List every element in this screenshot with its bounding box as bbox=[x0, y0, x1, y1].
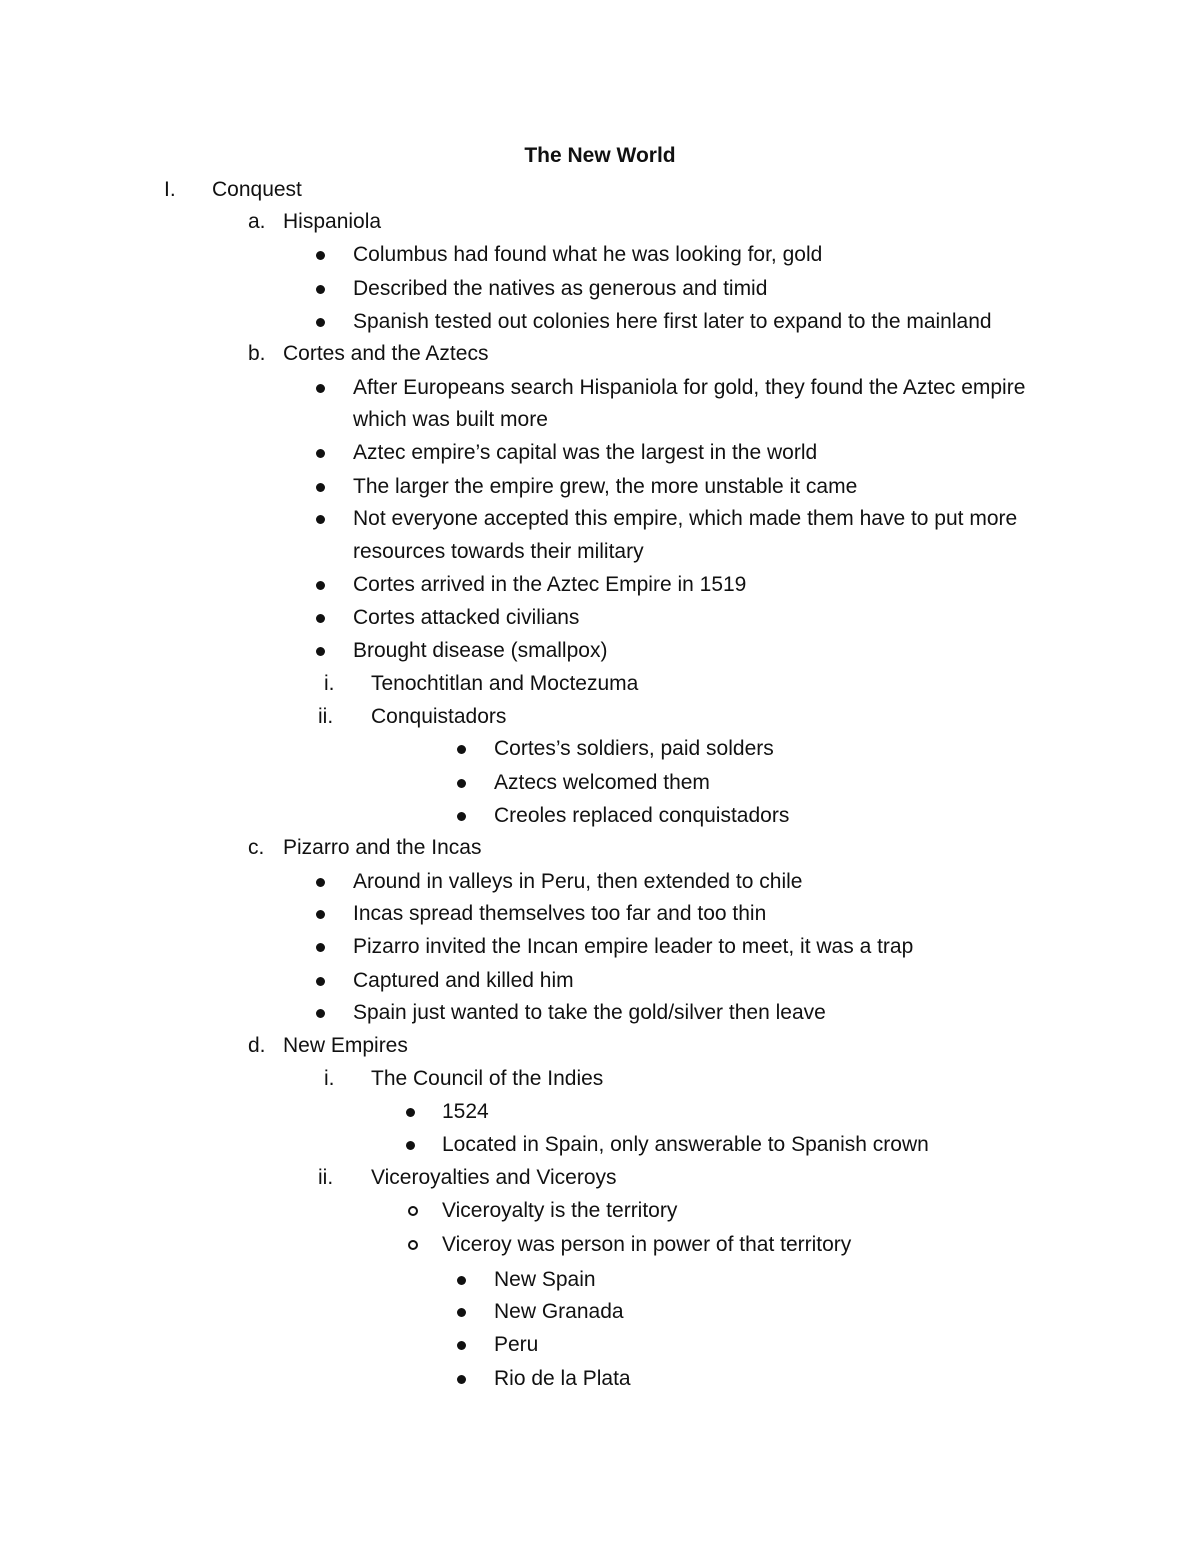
list-item-text: Located in Spain, only answerable to Spanish crown bbox=[442, 1133, 929, 1156]
list-item bbox=[0, 472, 1200, 502]
bullet-icon bbox=[316, 515, 325, 524]
list-item-text: Spanish tested out colonies here first later to expand to the mainland bbox=[353, 310, 992, 333]
list-item bbox=[0, 734, 1200, 764]
roman-marker: i. bbox=[324, 672, 335, 695]
bullet-icon bbox=[316, 251, 325, 260]
subsection-heading bbox=[0, 339, 1200, 369]
section-heading bbox=[0, 175, 1200, 205]
list-item-text: Viceroyalty is the territory bbox=[442, 1199, 678, 1222]
list-item-text: Peru bbox=[494, 1333, 539, 1356]
subsection-heading bbox=[0, 833, 1200, 863]
list-item bbox=[0, 1297, 1200, 1327]
list-item bbox=[0, 1097, 1200, 1127]
list-item bbox=[0, 899, 1200, 929]
subsection-title: New Empires bbox=[283, 1034, 408, 1057]
list-item bbox=[0, 998, 1200, 1028]
list-item-continuation bbox=[0, 537, 1200, 567]
list-item bbox=[0, 801, 1200, 831]
list-item-text: After Europeans search Hispaniola for gold, they found the Aztec empire bbox=[353, 376, 1026, 399]
bullet-icon bbox=[316, 910, 325, 919]
list-item-text: Captured and killed him bbox=[353, 969, 574, 992]
list-item-text: Cortes arrived in the Aztec Empire in 1519 bbox=[353, 573, 747, 596]
bullet-icon bbox=[457, 1341, 466, 1350]
list-item bbox=[0, 636, 1200, 666]
list-item bbox=[0, 307, 1200, 337]
list-item-text: Spain just wanted to take the gold/silver then leave bbox=[353, 1001, 826, 1024]
roman-subitem-text: Conquistadors bbox=[371, 705, 507, 728]
bullet-icon bbox=[316, 384, 325, 393]
bullet-icon bbox=[457, 779, 466, 788]
list-item-text: Pizarro invited the Incan empire leader to meet, it was a trap bbox=[353, 935, 914, 958]
list-item bbox=[0, 867, 1200, 897]
list-item bbox=[0, 966, 1200, 996]
list-item bbox=[0, 1364, 1200, 1394]
roman-marker: i. bbox=[324, 1067, 335, 1090]
bullet-icon bbox=[316, 285, 325, 294]
list-item-text: Aztecs welcomed them bbox=[494, 771, 710, 794]
letter-marker: b. bbox=[248, 342, 266, 365]
list-item-text: Around in valleys in Peru, then extended to chile bbox=[353, 870, 803, 893]
list-item-text: Rio de la Plata bbox=[494, 1367, 631, 1390]
list-item-text: Creoles replaced conquistadors bbox=[494, 804, 790, 827]
bullet-icon bbox=[316, 318, 325, 327]
subsection-heading bbox=[0, 207, 1200, 237]
bullet-icon bbox=[316, 483, 325, 492]
list-item-text: The larger the empire grew, the more unstable it came bbox=[353, 475, 858, 498]
subsection-title: Pizarro and the Incas bbox=[283, 836, 482, 859]
letter-marker: a. bbox=[248, 210, 266, 233]
bullet-icon bbox=[457, 812, 466, 821]
roman-subitem bbox=[0, 1163, 1200, 1193]
list-item-text: Viceroy was person in power of that territory bbox=[442, 1233, 852, 1256]
list-item-text: Incas spread themselves too far and too thin bbox=[353, 902, 767, 925]
list-item bbox=[0, 1265, 1200, 1295]
list-item-text: Brought disease (smallpox) bbox=[353, 639, 608, 662]
bullet-icon bbox=[457, 1375, 466, 1384]
bullet-icon bbox=[316, 449, 325, 458]
bullet-icon bbox=[316, 614, 325, 623]
roman-subitem bbox=[0, 1064, 1200, 1094]
bullet-icon bbox=[406, 1108, 415, 1117]
roman-subitem bbox=[0, 702, 1200, 732]
bullet-icon bbox=[457, 1276, 466, 1285]
subsection-title: Hispaniola bbox=[283, 210, 382, 233]
list-item bbox=[0, 504, 1200, 534]
list-item-text: 1524 bbox=[442, 1100, 489, 1123]
list-item bbox=[0, 1230, 1200, 1260]
list-item bbox=[0, 438, 1200, 468]
list-item-text: which was built more bbox=[353, 408, 548, 431]
page-title: The New World bbox=[524, 144, 676, 167]
bullet-icon bbox=[316, 943, 325, 952]
subsection-title: Cortes and the Aztecs bbox=[283, 342, 489, 365]
bullet-icon bbox=[406, 1141, 415, 1150]
roman-numeral-marker: I. bbox=[164, 178, 176, 201]
bullet-icon bbox=[316, 977, 325, 986]
bullet-icon bbox=[457, 745, 466, 754]
list-item-continuation bbox=[0, 405, 1200, 435]
list-item-text: Columbus had found what he was looking for, gold bbox=[353, 243, 823, 266]
list-item bbox=[0, 603, 1200, 633]
list-item bbox=[0, 932, 1200, 962]
roman-subitem-text: Tenochtitlan and Moctezuma bbox=[371, 672, 639, 695]
list-item bbox=[0, 768, 1200, 798]
list-item-text: Described the natives as generous and timid bbox=[353, 277, 768, 300]
list-item-text: New Spain bbox=[494, 1268, 596, 1291]
list-item-text: Not everyone accepted this empire, which made them have to put more bbox=[353, 507, 1018, 530]
bullet-icon bbox=[316, 647, 325, 656]
bullet-icon bbox=[316, 581, 325, 590]
list-item bbox=[0, 570, 1200, 600]
list-item bbox=[0, 373, 1200, 403]
roman-subitem-text: The Council of the Indies bbox=[371, 1067, 604, 1090]
subsection-heading bbox=[0, 1031, 1200, 1061]
list-item bbox=[0, 274, 1200, 304]
list-item-text: Cortes’s soldiers, paid solders bbox=[494, 737, 774, 760]
list-item bbox=[0, 240, 1200, 270]
roman-marker: ii. bbox=[318, 1166, 334, 1189]
roman-subitem-text: Viceroyalties and Viceroys bbox=[371, 1166, 617, 1189]
list-item-text: New Granada bbox=[494, 1300, 624, 1323]
bullet-icon bbox=[316, 1009, 325, 1018]
list-item-text: Cortes attacked civilians bbox=[353, 606, 580, 629]
section-title: Conquest bbox=[212, 178, 302, 201]
list-item-text: resources towards their military bbox=[353, 540, 644, 563]
bullet-icon bbox=[457, 1308, 466, 1317]
bullet-icon bbox=[316, 878, 325, 887]
list-item bbox=[0, 1330, 1200, 1360]
letter-marker: d. bbox=[248, 1034, 266, 1057]
hollow-bullet-icon bbox=[408, 1240, 418, 1250]
roman-marker: ii. bbox=[318, 705, 334, 728]
hollow-bullet-icon bbox=[408, 1206, 418, 1216]
letter-marker: c. bbox=[248, 836, 265, 859]
list-item-text: Aztec empire’s capital was the largest in the world bbox=[353, 441, 818, 464]
roman-subitem bbox=[0, 669, 1200, 699]
list-item bbox=[0, 1130, 1200, 1160]
list-item bbox=[0, 1196, 1200, 1226]
